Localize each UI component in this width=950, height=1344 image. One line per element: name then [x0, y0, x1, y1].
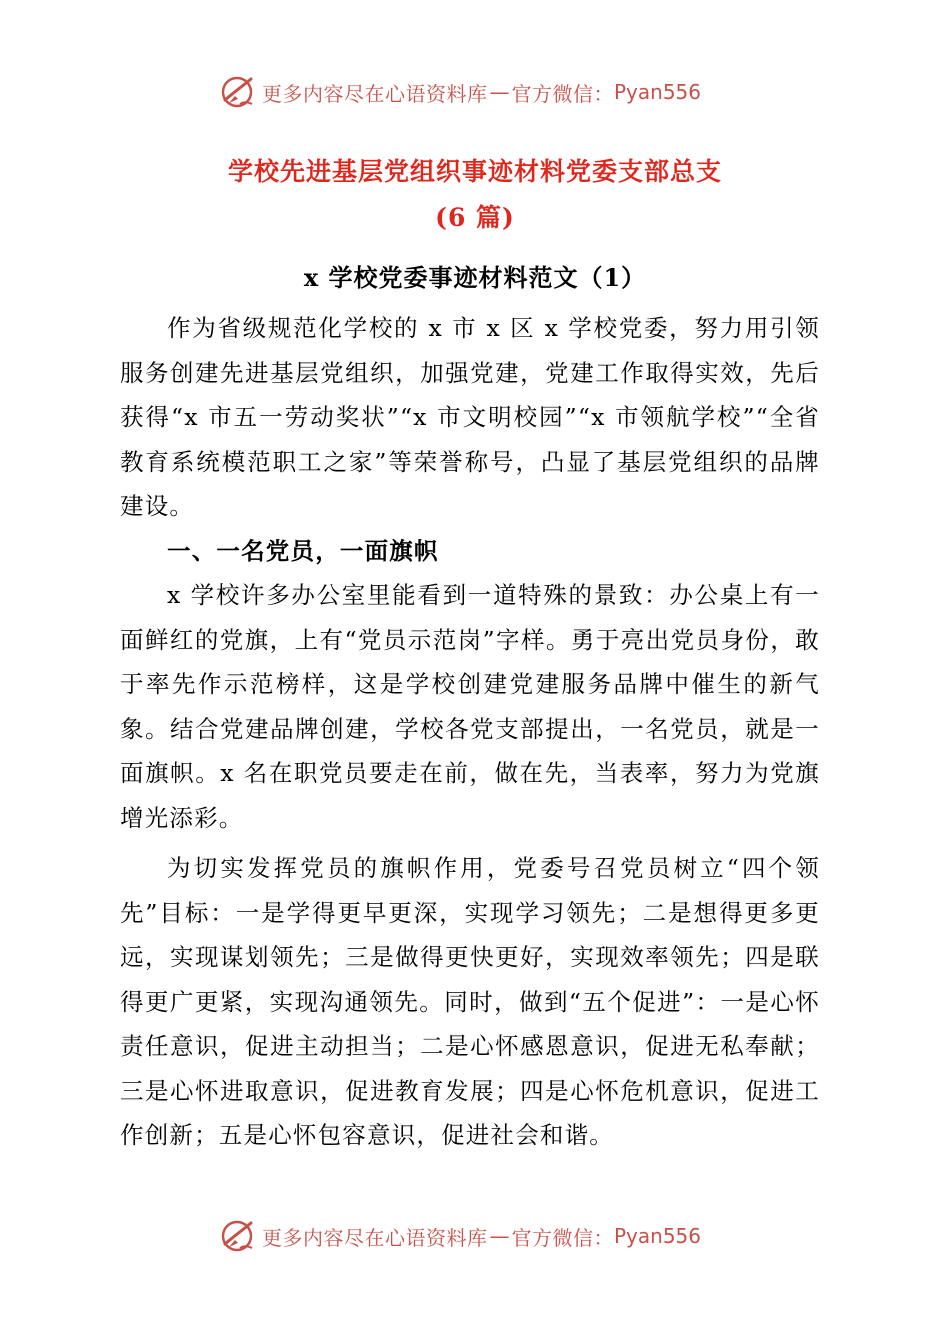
watermark-separator: —: [489, 1224, 510, 1248]
section-heading: 一、一名党员，一面旗帜: [167, 536, 439, 565]
watermark-contact-label: 官方微信：: [511, 81, 614, 106]
watermark-contact-id: Pyan556: [614, 1224, 702, 1248]
watermark-text: 更多内容尽在心语资料库: [262, 81, 488, 106]
watermark-text: 更多内容尽在心语资料库: [262, 1225, 488, 1250]
body-paragraph: x 学校许多办公室里能看到一道特殊的景致：办公桌上有一面鲜红的党旗，上有“党员示范岗”字样。勇于亮出党员身份，敢于率先作示范榜样，这是学校创建党建服务品牌中催生的新气象。结合党建品牌创建，学校各党支部提出，一名党员，就是一面旗帜。x 名在职党员要走在前，做在先，当表率，努力为党旗增光添彩。: [120, 581, 820, 832]
pen-logo-icon: [220, 74, 256, 110]
watermark-separator: —: [489, 80, 510, 104]
footer-watermark: [220, 1214, 740, 1258]
header-watermark: [220, 70, 740, 114]
watermark-contact-id: Pyan556: [614, 80, 702, 104]
pen-logo-icon: [220, 1218, 256, 1254]
document-title: 学校先进基层党组织事迹材料党委支部总支: [227, 157, 722, 186]
article-heading: x 学校党委事迹材料范文（1）: [303, 263, 647, 292]
document-title-count: (6 篇): [435, 203, 515, 232]
intro-paragraph: 作为省级规范化学校的 x 市 x 区 x 学校党委，努力用引领服务创建先进基层党组织，加强党建，党建工作取得实效，先后获得“x 市五一劳动奖状”“x 市文明校园”“x 市领航学校”“全省教育系统模范职工之家”等荣誉称号，凸显了基层党组织的品牌建设。: [120, 314, 820, 520]
body-paragraph: 为切实发挥党员的旗帜作用，党委号召党员树立“四个领先”目标：一是学得更早更深，实现学习领先；二是想得更多更远，实现谋划领先；三是做得更快更好，实现效率领先；四是联得更广更紧，实现沟通领先。同时，做到“五个促进”：一是心怀责任意识，促进主动担当；二是心怀感恩意识，促进无私奉献；三是心怀进取意识，促进教育发展；四是心怀危机意识，促进工作创新；五是心怀包容意识，促进社会和谐。: [120, 854, 820, 1149]
watermark-contact-label: 官方微信：: [511, 1225, 614, 1250]
article-body: [120, 306, 820, 1158]
